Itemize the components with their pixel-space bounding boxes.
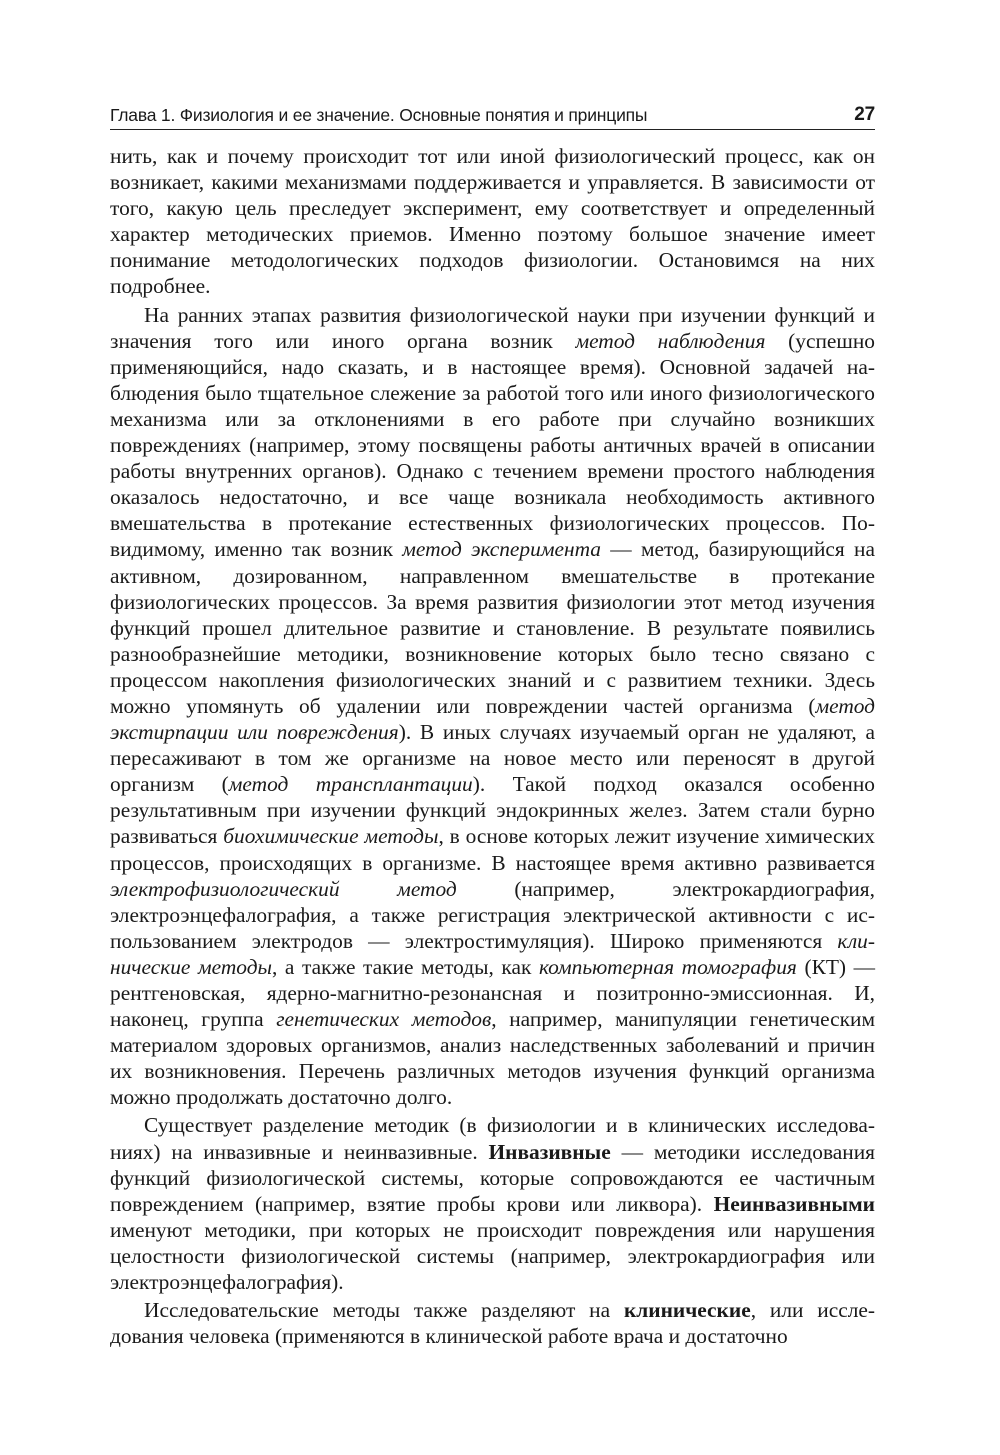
term-electrophysiological-method: электрофизиологический метод bbox=[110, 876, 457, 901]
term-invasive: Инвазивные bbox=[488, 1139, 611, 1164]
text-run: — метод, базирующийся на активном, дозированном, направленном вмешательстве в протекание физиологических процессов. За время развития физиологии этот метод изучения функций прошел длительное развитие и становление. В результате появились разнообразнейшие методики, возникновение которых было тесно связано с процессом накопления физиологических знаний и с развитием техники. Здесь можно упомянуть об удалении или повреждении частей организма ( bbox=[110, 537, 875, 718]
text-run: , или исследования человека (применяются в клинической работе врача и достаточно bbox=[110, 1298, 875, 1349]
text-run: — методики исследования функций физиологической системы, которые сопровождаются ее частичным повреждением (например, взятие пробы крови или ликвора). bbox=[110, 1139, 875, 1216]
paragraph-1 bbox=[110, 143, 875, 300]
text-run: ). Такой подход оказался особенно результативным при изучении функций эндокринных желез. Затем стали бурно развиваться bbox=[110, 772, 876, 849]
text-run: именуют методики, при которых не происходит повреждения или нарушения целостности физиологической системы (например, электрокардиография или электроэнцефалография). bbox=[110, 1217, 875, 1295]
text-run: , в основе которых лежит изучение химических процессов, происходящих в организме. В настоящее время активно развивается bbox=[110, 824, 875, 875]
body-text bbox=[110, 143, 875, 1349]
term-computed-tomography: компьютерная томография bbox=[538, 954, 797, 979]
text-run: (например, электрокардиография, электроэнцефалография, а также регистрация электрической активности с использованием электродов — электростимуляция). Широко применяются bbox=[110, 876, 875, 953]
term-observation-method: метод наблюдения bbox=[575, 328, 766, 353]
text-run: , а также такие методы, как bbox=[272, 954, 539, 979]
text-run: , например, манипуляции генетическим материалом здоровых организмов, анализ наследственных заболеваний и причин их возникновения. Перечень различных методов изучения функций организма можно продолжать достаточно долго. bbox=[110, 1007, 875, 1110]
text-run: (КТ) — рентгеновская, ядерно-магнитно-резонансная и позитронно-эмиссионная. И, наконец, группа bbox=[110, 954, 875, 1032]
term-clinical-methods: клинические методы bbox=[110, 928, 875, 979]
running-head bbox=[110, 100, 875, 130]
text-run: ). В иных случаях изучаемый орган не удаляют, а пересаживают в том же организме на новое место или переносят в другой организм ( bbox=[110, 720, 875, 797]
text-run: (успешно применяющийся, надо сказать, и в настоящее время). Основной задачей наблюдения было тщательное слежение за работой того или иного физиологического механизма или за отклонениями в его работе при случайно возникших повреждениях (например, этому посвящены работы античных врачей в описании работы внутренних органов). Однако с течением времени простого наблюдения оказалось недостаточно, и все чаще возникала необходимость активного вмешательства в протекание естественных физиологических процессов. По-видимому, именно так возник bbox=[110, 328, 875, 562]
paragraph-3 bbox=[110, 1112, 875, 1295]
book-page bbox=[110, 100, 875, 1349]
term-clinical: клинические bbox=[623, 1298, 751, 1323]
paragraph-4 bbox=[110, 1297, 875, 1349]
term-biochemical-methods: биохимические методы bbox=[223, 824, 439, 849]
text-run: нить, как и почему происходит тот или иной физиологический процесс, как он возникает, какими механизмами поддерживается и управляется. В зависимости от того, какую цель преследует эксперимент, ему соответствует и определенный характер методических приемов. Именно поэтому большое значение имеет понимание методологических подходов физиологии. Остановимся на них подробнее. bbox=[110, 144, 875, 299]
term-genetic-methods: генетических методов bbox=[276, 1007, 492, 1032]
page-number: 27 bbox=[854, 104, 875, 125]
term-transplantation-method: метод трансплантации bbox=[228, 772, 473, 797]
term-extirpation-method: метод экстирпации или повреждения bbox=[110, 693, 875, 745]
text-run: Исследовательские методы также разделяют на bbox=[144, 1298, 624, 1323]
text-run: На ранних этапах развития физиологической науки при изучении функций и значения того или иного органа возник bbox=[110, 302, 875, 353]
paragraph-2 bbox=[110, 302, 875, 1111]
term-experiment-method: метод эксперимента bbox=[402, 537, 601, 562]
text-run: Существует разделение методик (в физиологии и в клинических исследованиях) на инвазивные и неинвазивные. bbox=[110, 1113, 875, 1164]
chapter-title: Глава 1. Физиология и ее значение. Основные понятия и принципы bbox=[110, 105, 648, 125]
term-noninvasive: Неинвазивными bbox=[713, 1191, 875, 1216]
